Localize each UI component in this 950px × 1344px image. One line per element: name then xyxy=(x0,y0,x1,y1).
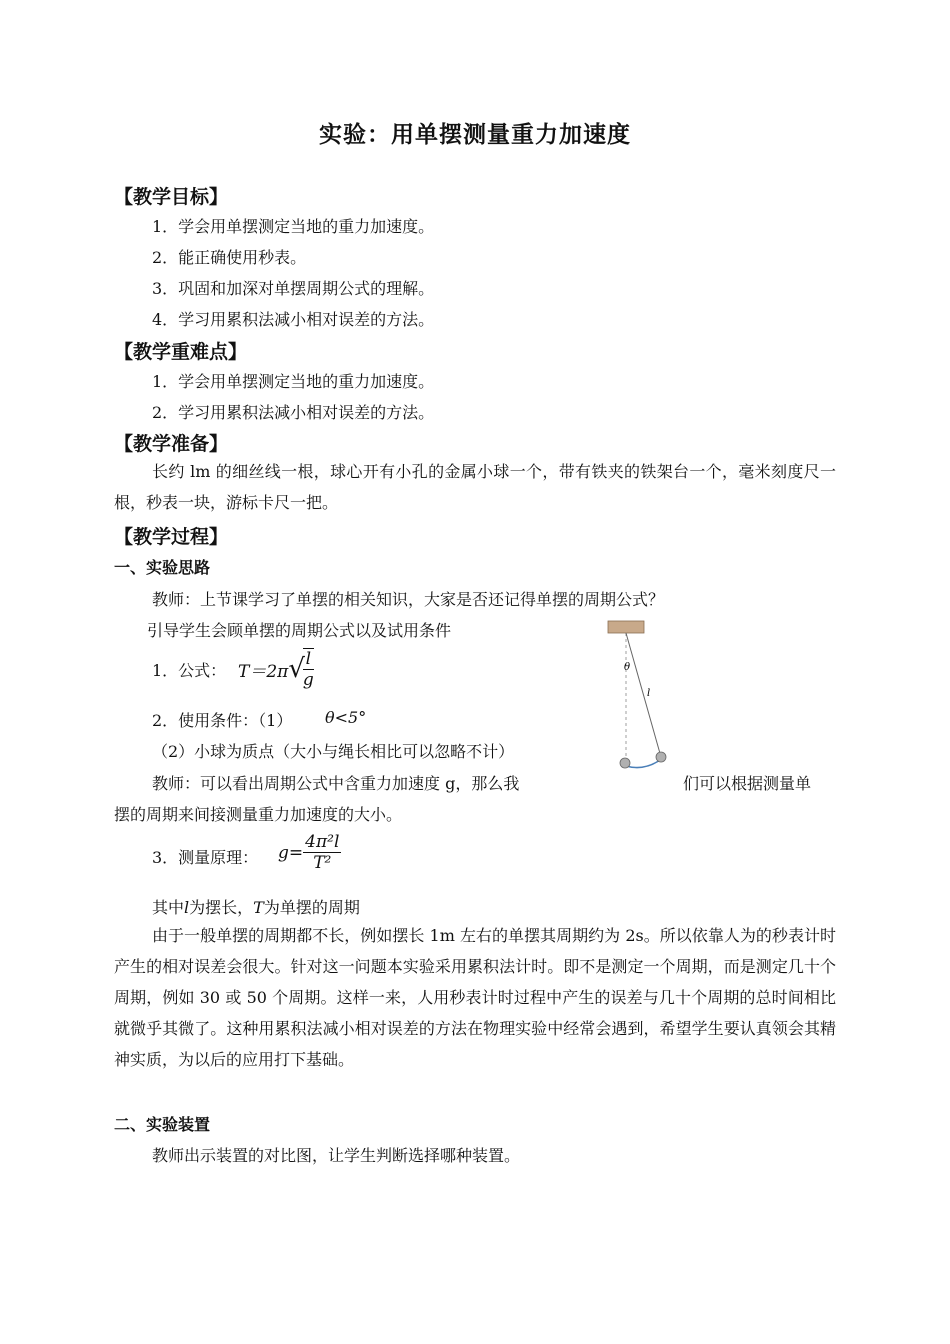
part1-heading: 一、实验思路 xyxy=(114,558,211,577)
sqrt-sign: √ xyxy=(288,654,305,684)
swing-arc xyxy=(626,760,660,768)
principle-label: 3．测量原理： xyxy=(152,848,259,867)
goal-item: 1．学会用单摆测定当地的重力加速度。 xyxy=(152,217,435,236)
where-text-3: 为单摆的周期 xyxy=(263,898,360,917)
pendulum-support xyxy=(608,621,644,633)
goal-item: 4．学习用累积法减小相对误差的方法。 xyxy=(152,310,435,329)
preparation-text: 长约 lm 的细丝线一根，球心开有小孔的金属小球一个，带有铁夹的铁架台一个，毫米刻度尺一根，秒表一块，游标卡尺一把。 xyxy=(114,462,836,512)
page-title: 实验：用单摆测量重力加速度 xyxy=(319,122,631,148)
teacher-question: 教师：上节课学习了单摆的相关知识，大家是否还记得单摆的周期公式？ xyxy=(152,590,665,609)
length-label: l xyxy=(647,688,651,699)
where-symbol-T: T xyxy=(253,898,264,917)
principle-formula xyxy=(278,832,341,873)
fraction-denominator: g xyxy=(302,670,314,690)
condition-2: （2）小球为质点（大小与绳长相比可以忽略不计） xyxy=(152,742,515,761)
condition-value: θ<5° xyxy=(325,708,367,727)
explanation-paragraph: 由于一般单摆的周期都不长，例如摆长 1m 左右的单摆其周期约为 2s。所以依靠人为的秒表计时产生的相对误差会很大。针对这一问题本实验采用累积法计时。即不是测定一个周期，而是测定几十个周期，例如 30 或 50 个周期。这样一来，人用秒表计时过程中产生的误差与几十个周期的总时间相比就微乎其微了。这种用累积法减小相对误差的方法在物理实验中经常会遇到，希望学生要认真领会其精神实质，为以后的应用打下基础。 xyxy=(114,926,836,1069)
guide-text: 引导学生会顾单摆的周期公式以及试用条件 xyxy=(147,621,452,640)
goal-item: 3．巩固和加深对单摆周期公式的理解。 xyxy=(152,279,435,298)
key-point-item: 2．学习用累积法减小相对误差的方法。 xyxy=(152,403,435,422)
where-text-1: 其中 xyxy=(152,898,185,917)
goals-heading: 【教学目标】 xyxy=(114,186,229,208)
formula-label: 1．公式： xyxy=(152,661,227,680)
principle-denominator: T² xyxy=(313,853,332,873)
where-symbol-l: l xyxy=(184,898,190,917)
principle-fraction xyxy=(303,832,341,873)
teacher-statement-end: 们可以根据测量单 xyxy=(683,774,812,793)
angle-label: θ xyxy=(624,662,631,673)
teacher-statement-start: 教师：可以看出周期公式中含重力加速度 g，那么我 xyxy=(152,774,520,793)
key-point-item: 1．学会用单摆测定当地的重力加速度。 xyxy=(152,372,435,391)
where-line xyxy=(152,895,360,918)
principle-numerator: 4π²l xyxy=(305,832,340,852)
period-formula-lhs: T＝2π xyxy=(238,661,289,682)
sqrt-fraction xyxy=(303,648,314,690)
pendulum-figure xyxy=(600,618,680,778)
pendulum-string xyxy=(626,633,661,757)
goal-item: 2．能正确使用秒表。 xyxy=(152,248,307,267)
fraction-numerator: l xyxy=(303,649,314,670)
part2-heading: 二、实验装置 xyxy=(114,1115,211,1134)
key-points-heading: 【教学重难点】 xyxy=(114,341,248,363)
process-heading: 【教学过程】 xyxy=(114,526,229,548)
condition-label: 2．使用条件：（1） xyxy=(152,711,293,730)
preparation-heading: 【教学准备】 xyxy=(114,433,229,455)
teacher-statement-cont: 摆的周期来间接测量重力加速度的大小。 xyxy=(114,805,403,824)
bob-rest xyxy=(620,758,630,768)
part2-text: 教师出示装置的对比图，让学生判断选择哪种装置。 xyxy=(152,1146,521,1165)
period-formula xyxy=(238,648,314,694)
principle-lhs: g= xyxy=(278,842,304,863)
where-text-2: 为摆长， xyxy=(189,898,254,917)
bob-displaced xyxy=(656,752,666,762)
